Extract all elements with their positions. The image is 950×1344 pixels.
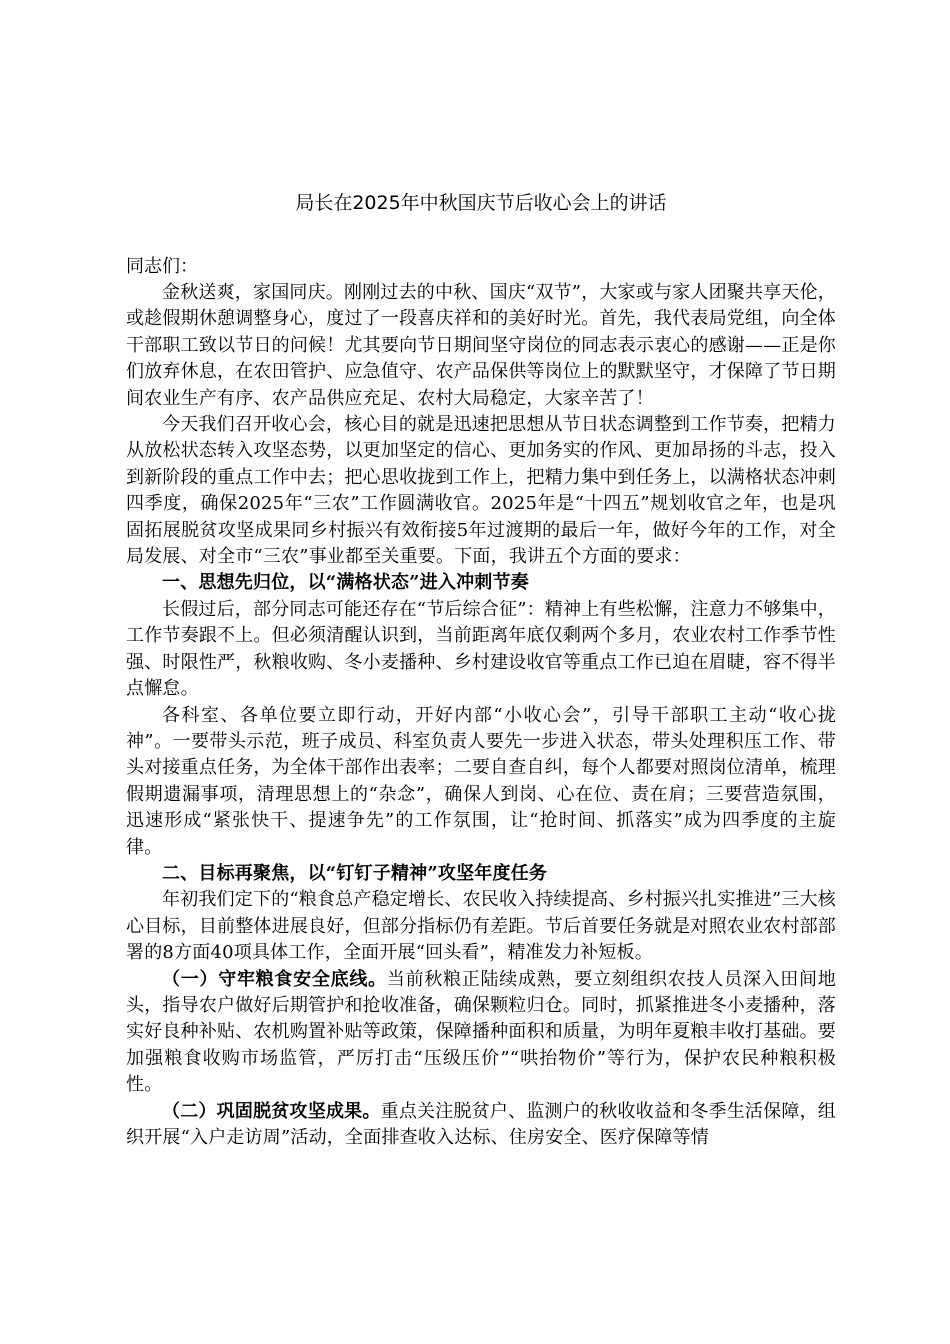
subheading-grain-security: （一）守牢粮食安全底线。 (162, 968, 387, 990)
salutation: 同志们： (126, 256, 198, 277)
paragraph-grain-security-body: 当前秋粮正陆续成熟，要立刻组织农技人员深入田间地头，指导农户做好后期管护和抢收准备，确保颗粒归仓。同时，抓紧推进冬小麦播种，落实好良种补贴、农机购置补贴等政策，保障播种面积和质量，为明年夏粮丰收打基础。要加强粮食收购市场监管，严厉打击“压级压价”“哄抬物价”等行为，保护农民种粮积极性。 (126, 968, 836, 1096)
paragraph-poverty-consolidation-body: 重点关注脱贫户、监测户的秋收收益和冬季生活保障，组织开展“入户走访周”活动，全面排查收入达标、住房安全、医疗保障等情 (126, 1100, 837, 1148)
section-heading-2: 二、目标再聚焦，以“钉钉子精神”攻坚年度任务 (162, 862, 548, 884)
paragraph-poverty-consolidation (126, 1099, 836, 1152)
paragraph-section1-b: 各科室、各单位要立即行动，开好内部“小收心会”，引导干部职工主动“收心拢神”。一要带头示范，班子成员、科室负责人要先一步进入状态，带头处理积压工作、带头对接重点任务，为全体干部作出表率；二要自查自纠，每个人都要对照岗位清单，梳理假期遗漏事项，清理思想上的“杂念”，确保人到岗、心在位、责在肩；三要营造氛围，迅速形成“紧张快干、提速争先”的工作氛围，让“抢时间、抓落实”成为四季度的主旋律。 (126, 704, 836, 858)
section-heading-1: 一、思想先归位，以“满格状态”进入冲刺节奏 (162, 572, 529, 594)
document-page (126, 188, 836, 1151)
paragraph-purpose: 今天我们召开收心会，核心目的就是迅速把思想从节日状态调整到工作节奏，把精力从放松状态转入攻坚态势，以更加坚定的信心、更加务实的作风、更加昂扬的斗志，投入到新阶段的重点工作中去；把心思收拢到工作上，把精力集中到任务上，以满格状态冲刺四季度，确保2025年“三农”工作圆满收官。2025年是“十四五”规划收官之年，也是巩固拓展脱贫攻坚成果同乡村振兴有效衔接5年过渡期的最后一年，做好今年的工作，对全局发展、对全市“三农”事业都至关重要。下面，我讲五个方面的要求： (126, 414, 836, 568)
subheading-poverty-consolidation: （二）巩固脱贫攻坚成果。 (162, 1100, 381, 1122)
paragraph-grain-security (126, 967, 836, 1099)
document-title: 局长在2025年中秋国庆节后收心会上的讲话 (295, 192, 667, 214)
paragraph-section2-intro: 年初我们定下的“粮食总产稳定增长、农民收入持续提高、乡村振兴扎实推进”三大核心目标，目前整体进展良好，但部分指标仍有差距。节后首要任务就是对照农业农村部部署的8方面40项具体工作，全面开展“回头看”，精准发力补短板。 (126, 889, 837, 964)
paragraph-section1-a: 长假过后，部分同志可能还存在“节后综合征”：精神上有些松懈，注意力不够集中，工作节奏跟不上。但必须清醒认识到，当前距离年底仅剩两个多月，农业农村工作季节性强、时限性严，秋粮收购、冬小麦播种、乡村建设收官等重点工作已迫在眉睫，容不得半点懈怠。 (126, 598, 837, 700)
paragraph-greeting: 金秋送爽，家国同庆。刚刚过去的中秋、国庆“双节”，大家或与家人团聚共享天伦，或趁假期休憩调整身心，度过了一段喜庆祥和的美好时光。首先，我代表局党组，向全体干部职工致以节日的问候！尤其要向节日期间坚守岗位的同志表示衷心的感谢——正是你们放弃休息，在农田管护、应急值守、农产品保供等岗位上的默默坚守，才保障了节日期间农业生产有序、农产品供应充足、农村大局稳定，大家辛苦了！ (126, 282, 837, 409)
